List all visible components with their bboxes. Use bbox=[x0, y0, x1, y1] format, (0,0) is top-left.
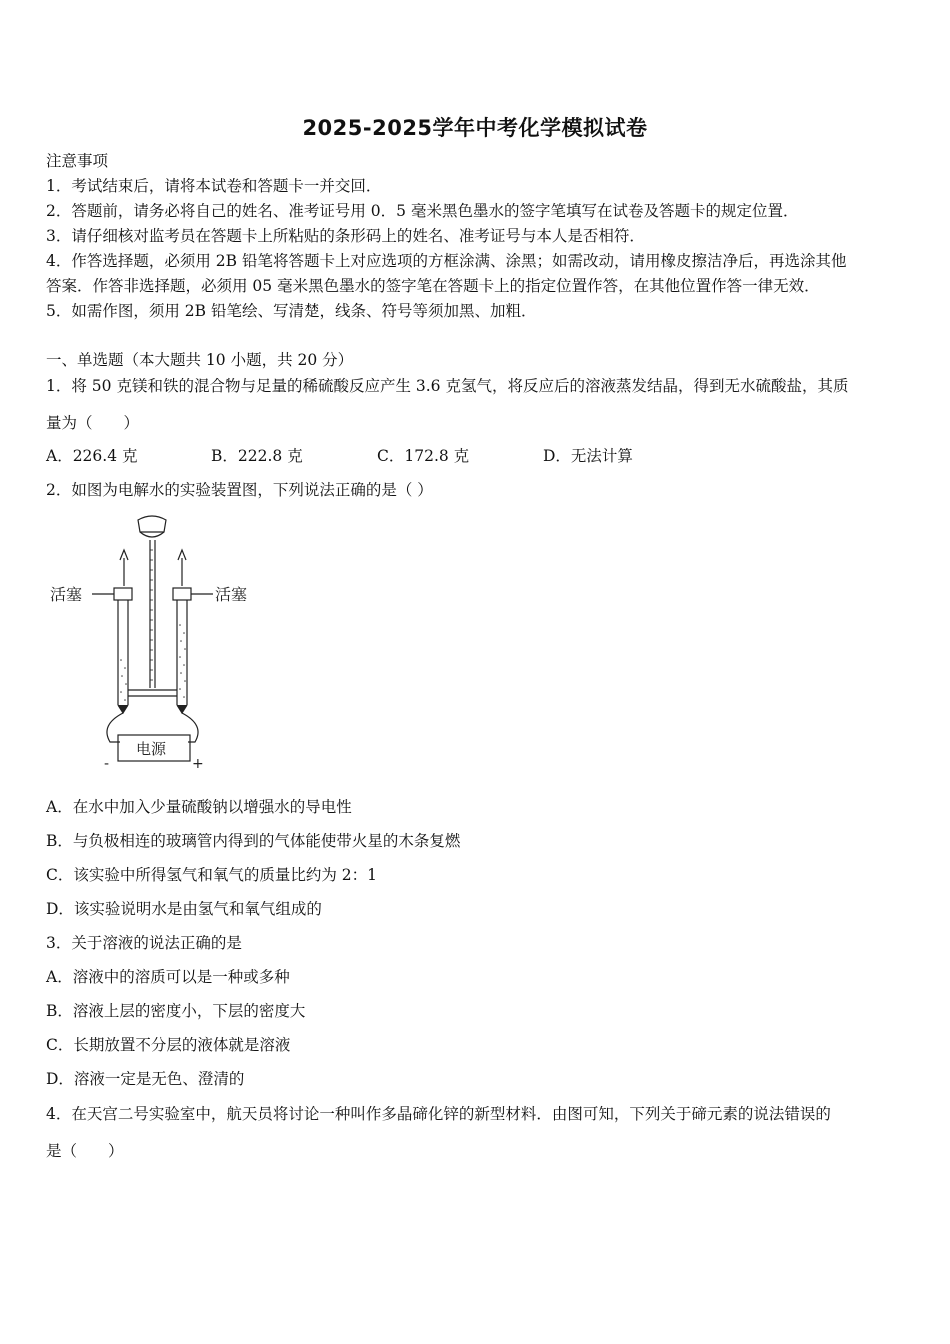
question-1-option-b: B．222.8 克 bbox=[211, 447, 303, 465]
notice-heading: 注意事项 bbox=[46, 152, 109, 170]
question-3-option-b: B．溶液上层的密度小，下层的密度大 bbox=[46, 1002, 306, 1020]
right-tube bbox=[177, 600, 187, 705]
funnel bbox=[138, 516, 166, 537]
label-plus: + bbox=[192, 756, 204, 772]
right-stopcock bbox=[173, 588, 191, 600]
question-2-option-b: B．与负极相连的玻璃管内得到的气体能使带火星的木条复燃 bbox=[46, 832, 461, 850]
left-tube bbox=[118, 600, 128, 705]
question-1-stem: 1．将 50 克镁和铁的混合物与足量的稀硫酸反应产生 3.6 克氢气，将反应后的溶液蒸发结晶，得到无水硫酸盐，其质 bbox=[46, 377, 849, 395]
question-2-option-d: D．该实验说明水是由氢气和氧气组成的 bbox=[46, 900, 322, 918]
question-3-option-d: D．溶液一定是无色、澄清的 bbox=[46, 1070, 245, 1088]
notice-item: 1．考试结束后，请将本试卷和答题卡一并交回． bbox=[46, 177, 382, 195]
notice-item: 2．答题前，请务必将自己的姓名、准考证号用 0．5 毫米黑色墨水的签字笔填写在试卷及答题卡的规定位置． bbox=[46, 202, 799, 220]
water-level-marks bbox=[120, 624, 186, 701]
section-heading: 一、单选题（本大题共 10 小题，共 20 分） bbox=[46, 351, 354, 369]
question-1-stem-cont: 量为（ ） bbox=[46, 414, 140, 432]
question-3-option-c: C．长期放置不分层的液体就是溶液 bbox=[46, 1036, 291, 1054]
left-stopcock bbox=[114, 588, 132, 600]
notice-item: 4．作答选择题，必须用 2B 铅笔将答题卡上对应选项的方框涂满、涂黑；如需改动，请用橡皮擦洁净后，再选涂其他 bbox=[46, 252, 847, 270]
question-3-option-a: A．溶液中的溶质可以是一种或多种 bbox=[46, 968, 290, 986]
question-1-option-d: D．无法计算 bbox=[543, 447, 633, 465]
question-2-option-a: A．在水中加入少量硫酸钠以增强水的导电性 bbox=[46, 798, 352, 816]
question-1-option-c: C．172.8 克 bbox=[377, 447, 470, 465]
left-wire bbox=[107, 713, 123, 742]
question-2-stem: 2．如图为电解水的实验装置图，下列说法正确的是（ ） bbox=[46, 481, 433, 499]
electrolysis-diagram bbox=[40, 510, 260, 772]
question-1-option-a: A．226.4 克 bbox=[46, 447, 138, 465]
notice-item: 答案．作答非选择题，必须用 05 毫米黑色墨水的签字笔在答题卡上的指定位置作答，在其他位置作答一律无效． bbox=[46, 277, 820, 295]
page-title: 2025-2025学年中考化学模拟试卷 bbox=[302, 116, 648, 140]
notice-item: 5．如需作图，须用 2B 铅笔绘、写清楚，线条、符号等须加黑、加粗． bbox=[46, 302, 537, 320]
label-power: 电源 bbox=[136, 740, 167, 758]
question-4-stem: 4．在天宫二号实验室中，航天员将讨论一种叫作多晶碲化锌的新型材料．由图可知，下列关于碲元素的说法错误的 bbox=[46, 1105, 831, 1123]
label-stopcock-right: 活塞 bbox=[215, 585, 248, 604]
label-minus: - bbox=[104, 756, 110, 772]
question-3-stem: 3．关于溶液的说法正确的是 bbox=[46, 934, 242, 952]
label-stopcock-left: 活塞 bbox=[50, 585, 83, 604]
electrolysis-apparatus-figure bbox=[40, 510, 260, 772]
notice-item: 3．请仔细核对监考员在答题卡上所粘贴的条形码上的姓名、准考证号与本人是否相符． bbox=[46, 227, 645, 245]
question-2-option-c: C．该实验中所得氢气和氧气的质量比约为 2：1 bbox=[46, 866, 378, 884]
question-4-stem-cont: 是（ ） bbox=[46, 1142, 124, 1160]
